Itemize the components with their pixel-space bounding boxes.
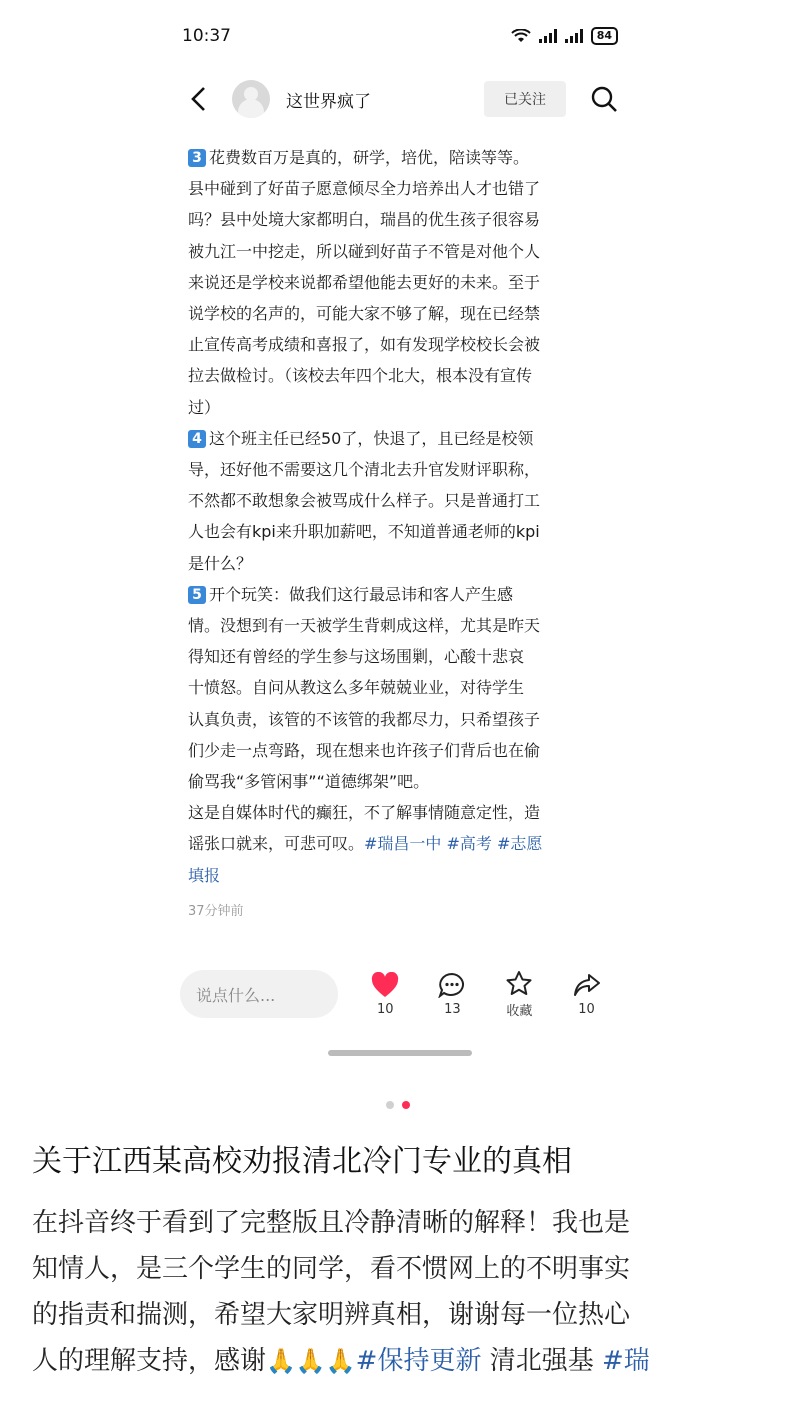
article-text: 开个玩笑：做我们这行最忌讳和客人产生感 — [209, 584, 514, 604]
article-body — [188, 142, 618, 891]
post-body-line: 在抖音终于看到了完整版且冷静清晰的解释！我也是 — [32, 1208, 631, 1238]
article-line — [188, 204, 618, 235]
home-indicator — [328, 1050, 472, 1056]
article-line — [188, 454, 618, 485]
pray-emoji: 🙏🙏🙏 — [266, 1347, 356, 1375]
article-text: 拉去做检讨。（该校去年四个北大，根本没有宣传 — [188, 366, 533, 386]
bottom-bar — [0, 1386, 800, 1404]
article-text: 导，还好他不需要这几个清北去升官发财评职称， — [188, 460, 541, 480]
article-text: 人也会有kpi来升职加薪吧，不知道普通老师的kpi — [188, 522, 540, 542]
carousel-dot-active[interactable] — [402, 1101, 410, 1109]
article-line — [188, 828, 618, 859]
article-line — [188, 672, 618, 703]
article-text: 十愤怒。自问从教这么多年兢兢业业，对待学生 — [188, 678, 525, 698]
signal-icon — [539, 29, 557, 43]
post-body-line — [32, 1338, 772, 1384]
article-line — [188, 860, 618, 891]
back-icon[interactable] — [178, 79, 218, 119]
heart-icon — [371, 972, 399, 998]
article-line — [188, 579, 618, 610]
article-text: 这个班主任已经50了，快退了，且已经是校领 — [209, 428, 534, 448]
post-body-line: 知情人，是三个学生的同学，看不惯网上的不明事实 — [32, 1254, 631, 1284]
article-text: 来说还是学校来说都希望他能去更好的未来。至于 — [188, 272, 541, 292]
article-line — [188, 267, 618, 298]
status-bar — [182, 22, 618, 50]
comment-input[interactable]: 说点什么... — [180, 970, 338, 1018]
star-icon — [505, 970, 533, 996]
article-line — [188, 173, 618, 204]
time-ago: 37分钟前 — [188, 904, 244, 919]
article-line — [188, 641, 618, 672]
follow-button[interactable]: 已关注 — [484, 81, 566, 117]
share-count: 10 — [578, 1001, 595, 1017]
article-text: 们少走一点弯路，现在想来也许孩子们背后也在偷 — [188, 740, 541, 760]
comment-button[interactable] — [419, 972, 486, 1017]
number-badge: 4 — [188, 430, 206, 448]
article-text: 认真负责，该管的不该管的我都尽力，只希望孩子 — [188, 709, 541, 729]
article-line — [188, 735, 618, 766]
article-text: 这是自媒体时代的癫狂，不了解事情随意定性，造 — [188, 803, 541, 823]
number-badge: 5 — [188, 586, 206, 604]
hashtag-link[interactable]: #瑞 — [602, 1346, 650, 1376]
article-text: 偷骂我“多管闲事”“道德绑架”吧。 — [188, 772, 430, 792]
number-badge: 3 — [188, 149, 206, 167]
post-body-text: 人的理解支持，感谢 — [32, 1346, 267, 1376]
wifi-icon — [511, 29, 531, 43]
article-line — [188, 423, 618, 454]
status-time: 10:37 — [182, 26, 231, 46]
article-text: 情。没想到有一天被学生背刺成这样，尤其是昨天 — [188, 616, 541, 636]
carousel-dot[interactable] — [386, 1101, 394, 1109]
post-header — [160, 76, 640, 122]
hashtag-link[interactable]: #保持更新 — [355, 1346, 482, 1376]
article-line — [188, 516, 618, 547]
search-icon[interactable] — [590, 85, 618, 113]
carousel-dots — [386, 1101, 410, 1109]
article-line — [188, 360, 618, 391]
avatar[interactable] — [232, 80, 270, 118]
post-body-text: 清北强基 — [481, 1346, 602, 1376]
hashtag-link[interactable]: 填报 — [188, 865, 221, 885]
article-text: 是什么？ — [188, 553, 253, 573]
like-button[interactable] — [352, 972, 419, 1017]
hashtag-link[interactable]: #瑞昌一中 #高考 #志愿 — [364, 834, 543, 854]
screenshot-frame — [160, 0, 640, 1085]
article-line — [188, 610, 618, 641]
article-line — [188, 142, 618, 173]
article-text: 吗？县中处境大家都明白，瑞昌的优生孩子很容易 — [188, 210, 541, 230]
article-line — [188, 704, 618, 735]
post-body-line: 的指责和揣测，希望大家明辨真相，谢谢每一位热心 — [32, 1300, 631, 1330]
comment-count: 13 — [444, 1001, 461, 1017]
favorite-button[interactable] — [486, 970, 553, 1019]
post-title: 关于江西某高校劝报清北冷门专业的真相 — [32, 1144, 572, 1179]
article-line — [188, 766, 618, 797]
username[interactable]: 这世界疯了 — [286, 91, 371, 112]
article-text: 得知还有曾经的学生参与这场围剿，心酸十悲哀 — [188, 647, 525, 667]
comment-icon — [438, 972, 466, 998]
article-line — [188, 236, 618, 267]
article-text: 止宣传高考成绩和喜报了，如有发现学校校长会被 — [188, 335, 541, 355]
article-text: 说学校的名声的，可能大家不够了解，现在已经禁 — [188, 304, 541, 324]
article-text: 谣张口就来，可悲可叹。 — [188, 834, 365, 854]
signal-icon — [565, 29, 583, 43]
article-text: 县中碰到了好苗子愿意倾尽全力培养出人才也错了 — [188, 179, 541, 199]
post-body — [32, 1200, 772, 1384]
article-line — [188, 548, 618, 579]
favorite-label: 收藏 — [506, 1003, 533, 1019]
article-text: 花费数百万是真的，研学，培优，陪读等等。 — [209, 148, 530, 167]
article-line — [188, 329, 618, 360]
article-line — [188, 485, 618, 516]
article-text: 过） — [188, 397, 221, 417]
article-text: 被九江一中挖走，所以碰到好苗子不管是对他个人 — [188, 241, 541, 261]
article-text: 不然都不敢想象会被骂成什么样子。只是普通打工 — [188, 491, 541, 511]
battery-icon: 84 — [591, 27, 618, 45]
like-count: 10 — [377, 1001, 394, 1017]
share-icon — [573, 972, 601, 998]
share-button[interactable] — [553, 972, 620, 1017]
action-bar — [180, 966, 620, 1022]
article-line — [188, 298, 618, 329]
article-line — [188, 392, 618, 423]
article-line — [188, 797, 618, 828]
